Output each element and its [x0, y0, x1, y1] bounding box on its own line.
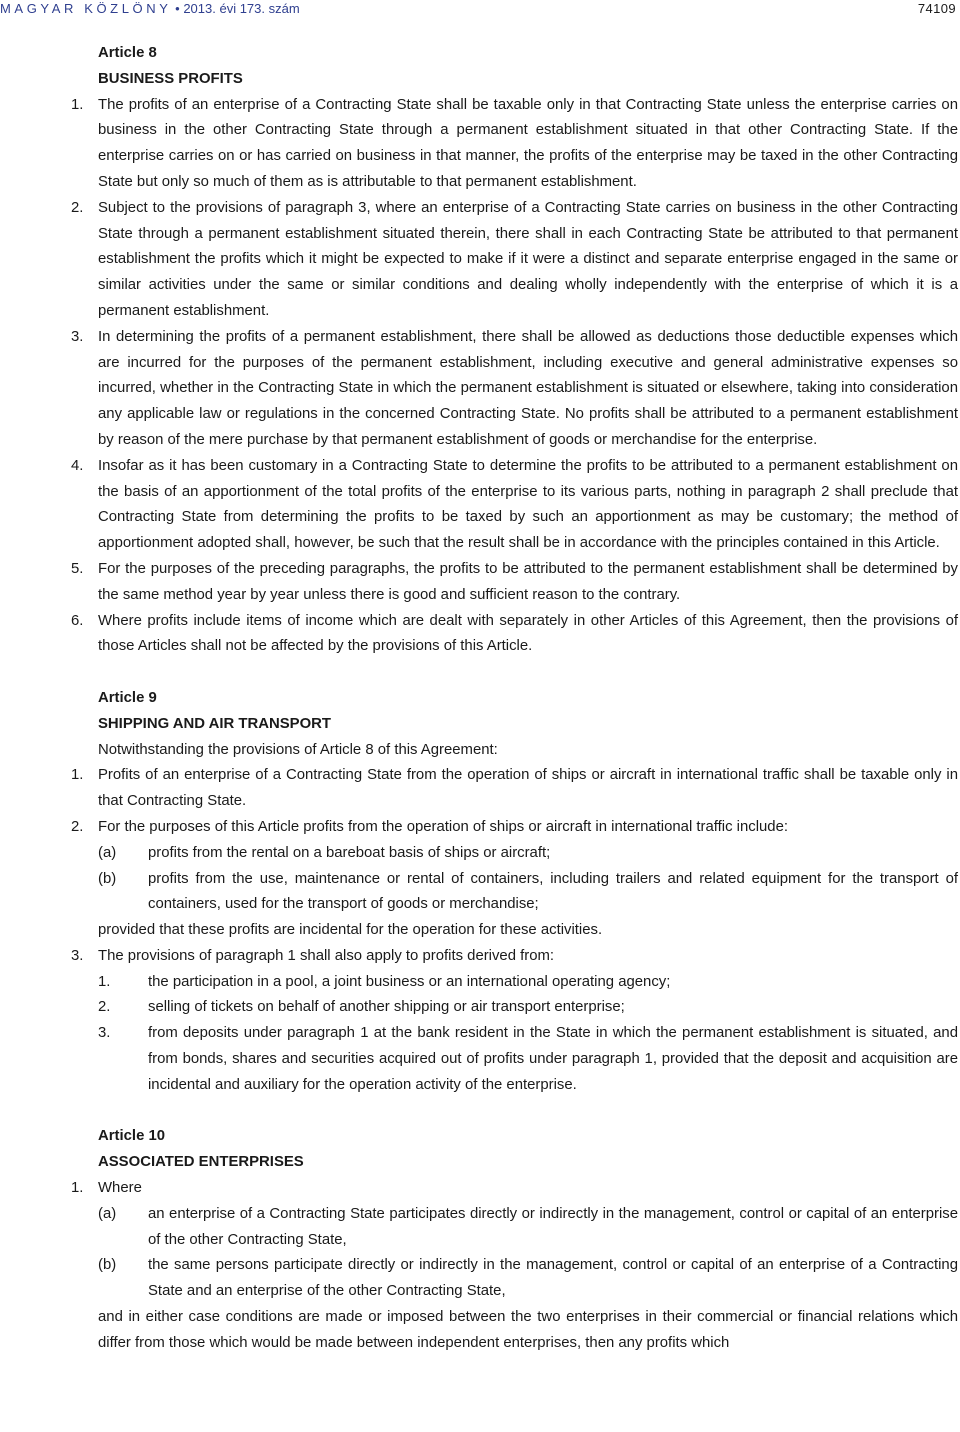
paragraph-number: 1.: [71, 767, 84, 784]
article-title: SHIPPING AND AIR TRANSPORT: [98, 715, 332, 732]
list-item: [98, 867, 958, 919]
article-intro: Notwithstanding the provisions of Article 8 of this Agreement:: [98, 741, 498, 758]
item-text: the participation in a pool, a joint business or an international operating agency;: [148, 973, 671, 990]
item-marker: (b): [98, 1257, 117, 1274]
paragraph-number: 2.: [71, 199, 84, 216]
paragraph: [71, 325, 958, 454]
article-number: Article 8: [98, 45, 157, 61]
paragraph-text: In determining the profits of a permanent establishment, there shall be allowed as deductions those deductible expenses which are incurred for the purposes of the permanent establishment, including executive and general administrative expenses so incurred, whether in the Contracting State in which the permanent establishment is situated or elsewhere, taking into consideration any applicable law or regulations in the concerned Contracting State. No profits shall be attributed to a permanent establishment by reason of the mere purchase by that permanent establishment of goods or merchandise for the enterprise.: [98, 328, 958, 448]
item-text: an enterprise of a Contracting State participates directly or indirectly in the management, control or capital of an enterprise of the other Contracting State,: [148, 1205, 958, 1248]
item-marker: (b): [98, 870, 117, 887]
paragraph-number: 3.: [71, 328, 84, 345]
list-item: [98, 841, 958, 867]
paragraph-number: 3.: [71, 947, 84, 964]
header-separator: •: [175, 1, 180, 16]
list-item: [98, 1021, 958, 1098]
journal-info: [0, 1, 300, 17]
section-spacer: [98, 660, 958, 686]
item-text: from deposits under paragraph 1 at the bank resident in the State in which the permanent establishment is situated, and from bonds, shares and securities acquired out of profits under paragraph 1, provided that the deposit and acquisition are incidental and auxiliary for the operation activity of the enterprise.: [148, 1025, 958, 1093]
paragraph-number: 1.: [71, 1180, 84, 1197]
paragraph-number: 4.: [71, 457, 84, 474]
paragraph-tail: provided that these profits are incidental for the operation for these activities.: [98, 922, 603, 939]
item-marker: 3.: [98, 1025, 111, 1042]
journal-name: MAGYAR KÖZLÖNY: [0, 1, 172, 16]
list-item: [98, 1253, 958, 1305]
item-marker: 1.: [98, 973, 111, 990]
article-number: Article 9: [98, 689, 157, 706]
paragraph-text: Profits of an enterprise of a Contracting State from the operation of ships or aircraft in international traffic shall be taxable only in that Contracting State.: [98, 767, 958, 810]
paragraph: [71, 609, 958, 661]
article-title: ASSOCIATED ENTERPRISES: [98, 1154, 304, 1171]
paragraph-text: Subject to the provisions of paragraph 3, where an enterprise of a Contracting State carries on business in the other Contracting State through a permanent establishment situated therein, there shall in each Contracting State be attributed to that permanent establishment the profits which it might be expected to make if it were a distinct and separate enterprise engaged in the same or similar activities under the same or similar conditions and dealing wholly independently with the enterprise of which it is a permanent establishment.: [98, 199, 958, 319]
list-item: [98, 995, 958, 1021]
article-title: BUSINESS PROFITS: [98, 70, 243, 87]
article-9: [71, 686, 958, 1099]
paragraph: [71, 944, 958, 970]
item-marker: (a): [98, 1205, 117, 1222]
paragraph-text: The provisions of paragraph 1 shall also apply to profits derived from:: [98, 947, 555, 964]
section-spacer: [98, 1099, 958, 1125]
paragraph-number: 1.: [71, 96, 84, 113]
paragraph: [71, 815, 958, 841]
paragraph: [71, 1176, 958, 1202]
paragraph-text: For the purposes of this Article profits from the operation of ships or aircraft in international traffic include:: [98, 818, 788, 835]
paragraph: [71, 196, 958, 325]
item-text: profits from the use, maintenance or rental of containers, including trailers and related equipment for the transport of containers, used for the transport of goods or merchandise;: [148, 870, 958, 913]
paragraph: [71, 557, 958, 609]
item-text: selling of tickets on behalf of another shipping or air transport enterprise;: [148, 999, 625, 1016]
page-number: 74109: [917, 1, 956, 16]
paragraph-text: Insofar as it has been customary in a Contracting State to determine the profits to be attributed to a permanent establishment on the basis of an apportionment of the total profits of the enterprise to its various parts, nothing in paragraph 2 shall preclude that Contracting State from determining the profits to be taxed by such an apportionment as may be customary; the method of apportionment adopted shall, however, be such that the result shall be in accordance with the principles contained in this Article.: [98, 457, 958, 552]
page-header: [0, 0, 960, 20]
article-8: [71, 41, 958, 660]
paragraph-text: The profits of an enterprise of a Contracting State shall be taxable only in that Contracting State unless the enterprise carries on business in the other Contracting State through a permanent establishment situated in that other Contracting State. If the enterprise carries on or has carried on business in that manner, the profits of the enterprise may be taxed in the other Contracting State but only so much of them as is attributable to that permanent establishment.: [98, 96, 958, 190]
paragraph-text: Where: [98, 1180, 142, 1197]
paragraph-number: 2.: [71, 818, 84, 835]
issue-number: 2013. évi 173. szám: [183, 1, 300, 16]
paragraph: [71, 763, 958, 815]
paragraph-text: For the purposes of the preceding paragraphs, the profits to be attributed to the permanent establishment shall be determined by the same method year by year unless there is good and sufficient reason to the contrary.: [98, 560, 958, 603]
item-marker: (a): [98, 844, 117, 861]
paragraph: [71, 93, 958, 196]
document-body: [71, 41, 958, 1357]
item-marker: 2.: [98, 999, 111, 1016]
article-number: Article 10: [98, 1128, 166, 1145]
paragraph-text: Where profits include items of income which are dealt with separately in other Articles of this Agreement, then the provisions of those Articles shall not be affected by the provisions of this Article.: [98, 612, 958, 655]
paragraph-number: 5.: [71, 560, 84, 577]
item-text: the same persons participate directly or indirectly in the management, control or capital of an enterprise of a Contracting State and an enterprise of the other Contracting State,: [148, 1257, 958, 1300]
list-item: [98, 970, 958, 996]
paragraph: [71, 454, 958, 557]
list-item: [98, 1202, 958, 1254]
paragraph-tail: and in either case conditions are made or imposed between the two enterprises in their commercial or financial relations which differ from those which would be made between independent enterprises, then any profits which: [98, 1309, 958, 1351]
item-text: profits from the rental on a bareboat basis of ships or aircraft;: [148, 844, 551, 861]
paragraph-number: 6.: [71, 612, 84, 629]
article-10: [71, 1124, 958, 1356]
